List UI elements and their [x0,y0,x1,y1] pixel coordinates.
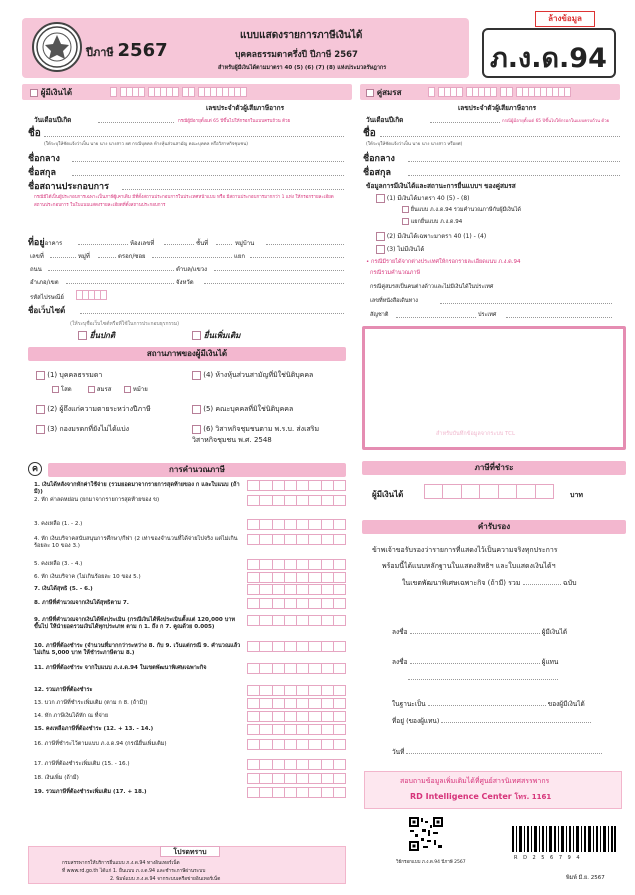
spouse-section-label: คู่สมรส [366,86,401,99]
barcode [512,826,616,852]
calc-line-label: 4. หัก เงินบริจาคสนับสนุนการศึกษา/กีฬา (2 เท่าของจำนวนที่ได้จ่ายไปจริง แต่ไม่เกินร้อยละ 10 ของ 3.) [34,536,238,549]
calc-line-amount-input[interactable] [247,519,345,530]
payment-baht: บาท [570,491,583,499]
calc-line-amount-input[interactable] [247,495,345,506]
status-opt1-widowed[interactable]: หม้าย [124,384,148,394]
sign1-input[interactable] [410,628,540,634]
postcode-input[interactable] [76,290,106,300]
website-note: (ให้ระบุชื่อเว็บไซต์หรือที่ใช้ในการประกอบธุรกรรม) [70,321,180,327]
calc-line-amount-input[interactable] [247,663,345,674]
payment-amount-input[interactable] [424,484,554,499]
cert-role: ในฐานะเป็น ของผู้มีเงินได้ [392,700,585,708]
taxpayer-name-input[interactable] [44,127,344,137]
notice-line2: ที่ www.rd.go.th ได้แก่ 1. ยื่นแบบ ภ.ง.ด.94 และชำระภาษีผ่านระบบ [62,869,206,874]
taxpayer-business-input[interactable] [122,181,344,190]
date-input[interactable] [406,748,602,754]
district-label: อำเภอ/เขต [30,279,59,286]
spouse-middle-input[interactable] [408,153,620,162]
cert-text2: พร้อมนี้ได้แนบหลักฐานในแสดงสิทธิฯ และใบแสดงเงินได้ฯ [382,562,556,570]
garuda-emblem-icon [34,24,80,70]
soi-label: ตรอก/ซอย [118,253,146,260]
spouse-middle-label: ชื่อกลาง [363,154,395,164]
district-input[interactable] [66,278,174,284]
form-code: ภ.ง.ด.94 [490,43,607,74]
spouse-country-label: ประเทศ [478,312,497,318]
qr-note: วิธีกรอกแบบ ภ.ง.ด.94 ปีภาษี 2567 [396,860,466,865]
spouse-name-label: ชื่อ [363,128,376,139]
spouse-opt1a[interactable]: ยื่นแบบ ภ.ง.ด.94 รวมคำนวณภาษีกับผู้มีเงินได้ [402,206,521,214]
status-opt4[interactable]: (4) ห้างหุ้นส่วนสามัญที่มิใช่นิติบุคคล [192,370,313,381]
calc-line-amount-input[interactable] [247,559,345,570]
spouse-opt3[interactable]: (3) ไม่มีเงินได้ [376,244,424,254]
calc-line-label: 1. เงินได้หลังจากหักค่าใช้จ่าย (รวมยอดมาจากรายการสุดท้ายของ ก และใบแนบ (ถ้ามี)) [34,482,240,495]
cert-date: วันที่ [392,747,602,757]
spouse-foreign-note3: กรณีคู่สมรสเป็นคนต่างด้าวและไม่มีเงินได้ในประเทศ [370,284,494,290]
road-input[interactable] [48,265,174,271]
moo-input[interactable] [98,252,116,258]
calc-line-amount-input[interactable] [247,711,345,722]
calc-line-label: 6. หัก เงินบริจาค (ไม่เกินร้อยละ 10 ของ 5.) [34,574,141,580]
barcode-icon [512,826,616,852]
no-label: เลขที่ [30,253,44,260]
cert-sign2-paren [408,672,558,680]
agent-address-input[interactable] [441,717,591,723]
calc-line-label: 13. บวก ภาษีที่ชำระเพิ่มเติม (ตาม ก 8. (ถ้ามี)) [34,700,148,706]
calc-line-label: 17. ภาษีที่ต้องชำระเพิ่มเติม (15. - 16.) [34,761,130,767]
cert-addr: ที่อยู่ (ของผู้แทน) [392,716,591,726]
cert-sign1: ลงชื่อ ผู้มีเงินได้ [392,628,568,636]
status-opt5[interactable]: (5) คณะบุคคลที่มิใช่นิติบุคคล [192,404,293,415]
clear-button[interactable]: ล้างข้อมูล [535,11,595,27]
floor-input[interactable] [216,239,232,245]
calc-line-amount-input[interactable] [247,759,345,770]
province-input[interactable] [204,278,344,284]
taxpayer-middle-input[interactable] [72,153,344,162]
taxpayer-tin-input[interactable] [110,87,246,97]
spouse-birth-label: วันเดือนปีเกิด [366,116,404,124]
sign2-input[interactable] [410,658,540,664]
calc-line-amount-input[interactable] [247,641,345,652]
calc-line-label: 3. คงเหลือ (1. - 2.) [34,521,83,527]
spouse-passport-label: เลขที่หนังสือเดินทาง [370,298,418,304]
spouse-foreign-note: • กรณีมีรายได้จากต่างประเทศให้กรอกรายละเอียดแนบ ภ.ง.ด.94 [366,259,521,265]
status-opt3[interactable]: (3) กองมรดกที่ยังไม่ได้แบ่ง [36,424,129,435]
tax-year-label: ปีภาษี 2567 [86,40,168,61]
calc-line-amount-input[interactable] [247,724,345,735]
floor-label: ชั้นที่ [196,240,209,247]
attachment-count-input[interactable] [523,579,561,585]
spouse-nationality-input[interactable] [396,312,476,318]
barcode-number: R D 2 5 6 7 9 4 [514,855,582,861]
junction-label: แยก [234,253,246,260]
taxpayer-birth-note: กรณีผู้มีอายุตั้งแต่ 65 ปีขึ้นไปให้กรอกในแบบครบถ้วน ด้วย [178,119,291,124]
payment-payer-label: ผู้มีเงินได้ [372,490,404,499]
rd-logo [32,22,82,72]
calc-line-amount-input[interactable] [247,698,345,709]
taxpayer-birth-input[interactable] [98,116,174,123]
calc-line-label: 7. เงินได้สุทธิ (5. - 6.) [34,586,93,592]
calc-line-label: 18. เงินเพิ่ม (ถ้ามี) [34,775,79,781]
calc-line-label: 15. คงเหลือภาษีที่ต้องชำระ (12. + 13. - 14.) [34,726,154,732]
spouse-country-input[interactable] [506,312,612,318]
taxpayer-section-label: ผู้มีเงินได้ [30,86,72,99]
spouse-opt1[interactable]: (1) มีเงินได้มาตรา 40 (5) - (8) [376,193,470,203]
spouse-tin-label: เลขประจำตัวผู้เสียภาษีอากร [458,104,537,112]
taxpayer-address-label: ที่อยู่อาคาร [28,238,63,248]
taxpayer-name-note: (ให้ระบุให้ชัดแจ้งว่าเป็น นาย นาง นางสาว ยศ กรณีบุคคล ห้างหุ้นส่วนสามัญ คณะบุคคล หรือวิสาหกิจชุมชน) [44,142,248,147]
spouse-opt1b[interactable]: แยกยื่นแบบ ภ.ง.ด.94 [402,218,462,226]
no-input[interactable] [50,252,76,258]
soi-input[interactable] [152,252,232,258]
postcode-label: รหัสไปรษณีย์ [30,294,64,301]
qr-code-icon [408,816,444,852]
cert-sign2: ลงชื่อ ผู้แทน [392,658,559,666]
calc-line-amount-input[interactable] [247,598,345,609]
province-label: จังหวัด [176,279,194,286]
calc-marker: ค [28,462,42,476]
calc-line-label: 19. รวมภาษีที่ต้องชำระเพิ่มเติม (17. + 18.) [34,789,147,795]
notice-title: โปรดทราบ [160,846,220,857]
form-subtitle2: สำหรับผู้มีเงินได้ตามมาตรา 40 (5) (6) (7) (8) แห่งประมวลรัษฎากร [218,65,387,71]
normal-filing-checkbox[interactable] [78,331,87,340]
qr-code [408,816,444,852]
taxpayer-middle-label: ชื่อกลาง [28,154,60,164]
calc-line-label: 14. หัก ภาษีเงินได้หัก ณ ที่จ่าย [34,713,109,719]
role-input[interactable] [428,700,546,706]
calc-line-label: 11. ภาษีที่ต้องชำระ จากใบแนบ ภ.ง.ด.94 ในเขตพัฒนาพิเศษเฉพาะกิจ [34,665,207,671]
calc-line-label: 16. ภาษีที่ชำระไว้ตามแบบ ภ.ง.ด.94 (กรณียื่นเพิ่มเติม) [34,741,167,747]
calc-line-label: 12. รวมภาษีที่ต้องชำระ [34,687,93,693]
calc-line-amount-input[interactable] [247,739,345,750]
road-label: ถนน [30,266,42,273]
officer-box-label: สำหรับบันทึกข้อมูลจากระบบ TCL [436,431,516,437]
calc-title: การคำนวณภาษี [48,463,346,477]
cert-text1: ข้าพเจ้าขอรับรองว่ารายการที่แสดงไว้เป็นความจริงทุกประการ [372,546,558,554]
calc-line-amount-input[interactable] [247,615,345,626]
spouse-surname-label: ชื่อสกุล [363,168,391,178]
status-title: สถานภาพของผู้มีเงินได้ [28,347,346,361]
spouse-birth-input[interactable] [430,116,500,123]
room-input[interactable] [164,239,194,245]
calc-line-amount-input[interactable] [247,534,345,545]
spouse-info-title: ข้อมูลการมีเงินได้และสถานะการยื่นแบบฯ ของคู่สมรส [366,182,516,190]
form-subtitle: บุคคลธรรมดาครึ่งปี ปีภาษี 2567 [235,50,358,60]
taxpayer-surname-input[interactable] [72,167,344,176]
status-opt1-married[interactable]: สมรส [88,384,111,394]
cert-title: คำรับรอง [362,520,626,534]
calc-line-label: 2. หัก ค่าลดหย่อน (ยกมาจากรายการสุดท้ายของ ข) [34,497,160,503]
calc-line-label: 8. ภาษีที่คำนวณจากเงินได้สุทธิตาม 7. [34,600,129,606]
spouse-tin-input[interactable] [428,87,570,97]
calc-line-amount-input[interactable] [247,773,345,784]
calc-line-amount-input[interactable] [247,480,345,491]
calc-line-amount-input[interactable] [247,787,345,798]
website-label: ชื่อเว็บไซต์ [28,306,66,315]
subdistrict-input[interactable] [214,265,344,271]
calc-line-label: 9. ภาษีที่คำนวณจากเงินได้พึงประเมิน (กรณีเงินได้พึงประเมินตั้งแต่ 120,000 บาท ขึ้นไป ให้นำยอดรวมเงินได้ทุกประเภท ตาม ก 1. ถึง ก 7. คูณด้วย 0.005) [34,617,236,630]
payment-title: ภาษีที่ชำระ [362,461,626,475]
tax-year: 2567 [117,40,168,61]
spouse-surname-input[interactable] [408,167,620,176]
calc-line-amount-input[interactable] [247,572,345,583]
status-opt1[interactable]: (1) บุคคลธรรมดา [36,370,102,381]
village-input[interactable] [266,239,344,245]
building-input[interactable] [78,239,128,245]
calc-line-label: 5. คงเหลือ (3. - 4.) [34,561,83,567]
form-title: แบบแสดงรายการภาษีเงินได้ [240,30,363,41]
cert-text3: ในเขตพัฒนาพิเศษเฉพาะกิจ (ถ้ามี) รวม ฉบับ [402,579,577,587]
spouse-nationality-label: สัญชาติ [370,312,389,318]
calc-line-amount-input[interactable] [247,584,345,595]
spouse-name-input[interactable] [380,127,620,137]
taxpayer-surname-label: ชื่อสกุล [28,168,56,178]
additional-filing-checkbox[interactable] [192,331,201,340]
status-opt6[interactable]: (6) วิสาหกิจชุมชนตาม พ.ร.บ. ส่งเสริมวิสาหกิจชุมชน พ.ศ. 2548 [192,425,320,444]
spouse-birth-note: กรณีผู้มีอายุตั้งแต่ 65 ปีขึ้นไปให้กรอกในแบบครบถ้วน ด้วย [502,119,610,124]
village-label: หมู่บ้าน [235,240,255,247]
taxpayer-birth-label: วันเดือนปีเกิด [34,116,72,124]
status-opt1-single[interactable]: โสด [52,384,72,394]
taxpayer-business-note: กรณีมีได้เป็นผู้ประกอบการเฉพาะเป็นภาษีผู้เคาเดิม มีที่ตั้งสถานประกอบการในประเทศหน้าแบบ หรือ มีสถานประกอบการมากกว่า 1 แห่ง ให้กรอกรายละเอียดสถานประกอบการ ในใบแนบแสดงรายละเอียดที่ตั้งสถานประกอบการ [34,195,334,208]
junction-input[interactable] [250,252,344,258]
notice-line3: 2. พิมพ์แบบ ภ.ง.ด.94 จากระบบเครือข่ายอินเทอร์เน็ต [110,877,221,882]
subdistrict-label: ตำบล/แขวง [176,266,208,273]
calc-line-label: 10. ภาษีที่ต้องชำระ (จำนวนที่มากกว่าระหว่าง 8. กับ 9. เว้นแต่กรณี 9. คำนวณแล้วไม่เกิน 5,000 บาท ให้ชำระภาษีตาม 8.) [34,643,241,656]
room-label: ห้องเลขที่ [130,240,155,247]
spouse-name-note: (ให้ระบุให้ชัดแจ้งว่าเป็น นาย นาง นางสาว หรือยศ) [366,142,463,147]
calc-line-amount-input[interactable] [247,685,345,696]
moo-label: หมู่ที่ [78,253,90,260]
taxpayer-business-label: ชื่อสถานประกอบการ [28,182,109,192]
website-input[interactable] [80,307,344,314]
taxpayer-tin-label: เลขประจำตัวผู้เสียภาษีอากร [206,104,285,112]
notice-line1: กรมสรรพากรให้บริการยื่นแบบ ภ.ง.ด.94 ทางอินเทอร์เน็ต [62,861,180,866]
print-date: พิมพ์ มี.ย. 2567 [566,875,605,881]
spouse-passport-input[interactable] [440,298,612,304]
spouse-opt2[interactable]: (2) มีเงินได้เฉพาะมาตรา 40 (1) - (4) [376,231,486,241]
rd-contact-line1: สอบถามข้อมูลเพิ่มเติมได้ที่ศูนย์สารนิเทศสรรพากร [400,777,550,785]
normal-filing-option[interactable]: ยื่นปกติ [78,329,115,342]
rd-contact-line2: RD Intelligence Center โทร. 1161 [410,792,552,801]
taxpayer-name-label: ชื่อ [28,128,41,139]
additional-filing-option[interactable]: ยื่นเพิ่มเติม [192,329,240,342]
status-opt2[interactable]: (2) ผู้ถึงแก่ความตายระหว่างปีภาษี [36,404,151,415]
spouse-foreign-note2: กรณีรวมคำนวณภาษี [370,270,421,276]
